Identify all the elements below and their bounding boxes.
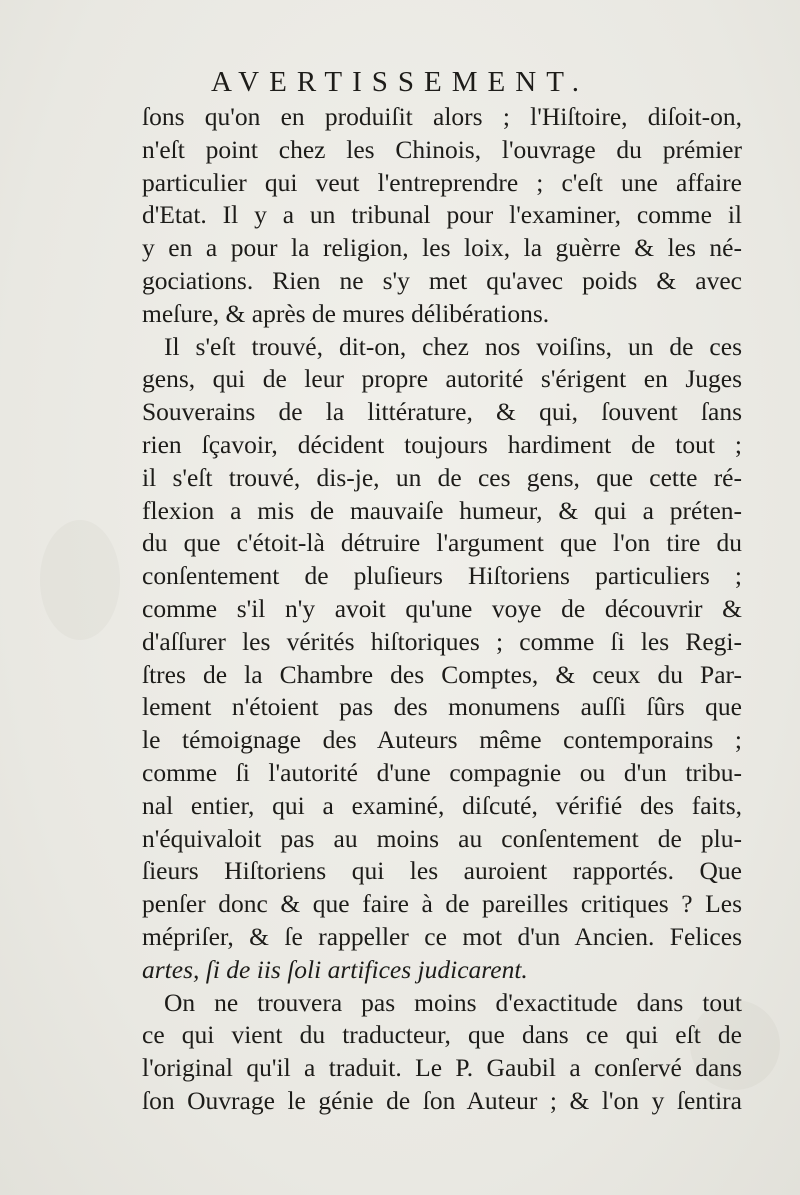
text-line: gociations. Rien ne s'y met qu'avec poids & avec	[142, 265, 742, 295]
text-line: ſons qu'on en produiſit alors ; l'Hiſtoire, diſoit-on,	[142, 102, 742, 131]
text-line: conſentement de pluſieurs Hiſtoriens particuliers ;	[142, 561, 742, 591]
text-line: n'équivaloit pas au moins au conſentement de plu-	[142, 823, 742, 853]
text-line: nal entier, qui a examiné, diſcuté, vérifié des faits,	[142, 790, 742, 820]
text-line: d'aſſurer les vérités hiſtoriques ; comme ſi les Regi-	[142, 626, 742, 656]
text-line: particulier qui veut l'entreprendre ; c'eſt une affaire	[142, 167, 742, 197]
text-line: Souverains de la littérature, & qui, ſouvent ſans	[142, 397, 742, 427]
text-line: ſieurs Hiſtoriens qui les auroient rapportés. Que	[142, 856, 742, 886]
text-line: il s'eſt trouvé, dis-je, un de ces gens, que cette ré-	[142, 462, 742, 492]
text-line: d'Etat. Il y a un tribunal pour l'examiner, comme il	[142, 200, 742, 230]
text-line: meſure, & après de mures délibérations.	[142, 298, 550, 328]
text-line: penſer donc & que faire à de pareilles critiques ? Les	[142, 889, 742, 919]
text-line: y en a pour la religion, les loix, la guèrre & les né-	[142, 233, 742, 263]
text-line: flexion a mis de mauvaiſe humeur, & qui a préten-	[142, 495, 742, 525]
text-line: le témoignage des Auteurs même contemporains ;	[142, 725, 742, 755]
text-line: n'eſt point chez les Chinois, l'ouvrage du prémier	[142, 134, 742, 164]
text-line: comme s'il n'y avoit qu'une voye de découvrir &	[142, 593, 742, 623]
page-header: AVERTISSEMENT.	[210, 66, 590, 98]
text-line: comme ſi l'autorité d'une compagnie ou d'un tribu-	[142, 757, 742, 787]
body-text	[142, 101, 742, 1118]
text-line-italic: artes, ſi de iis ſoli artifices judicarent.	[142, 954, 528, 984]
paper-stain	[40, 520, 120, 640]
text-line: lement n'étoient pas des monumens auſſi ſûrs que	[142, 692, 742, 722]
text-line: l'original qu'il a traduit. Le P. Gaubil a conſervé dans	[142, 1053, 742, 1083]
text-line: du que c'étoit-là détruire l'argument que l'on tire du	[142, 528, 742, 558]
text-line: ſon Ouvrage le génie de ſon Auteur ; & l'on y ſentira	[142, 1085, 742, 1115]
text-line: Il s'eſt trouvé, dit-on, chez nos voiſins, un de ces	[164, 331, 742, 361]
text-line: mépriſer, & ſe rappeller ce mot d'un Ancien. Felices	[142, 921, 742, 951]
text-line: On ne trouvera pas moins d'exactitude dans tout	[164, 987, 742, 1017]
text-line: gens, qui de leur propre autorité s'érigent en Juges	[142, 364, 742, 394]
text-line: ce qui vient du traducteur, que dans ce qui eſt de	[142, 1020, 742, 1050]
text-line: rien ſçavoir, décident toujours hardiment de tout ;	[142, 429, 742, 459]
text-line: ſtres de la Chambre des Comptes, & ceux du Par-	[142, 659, 742, 689]
